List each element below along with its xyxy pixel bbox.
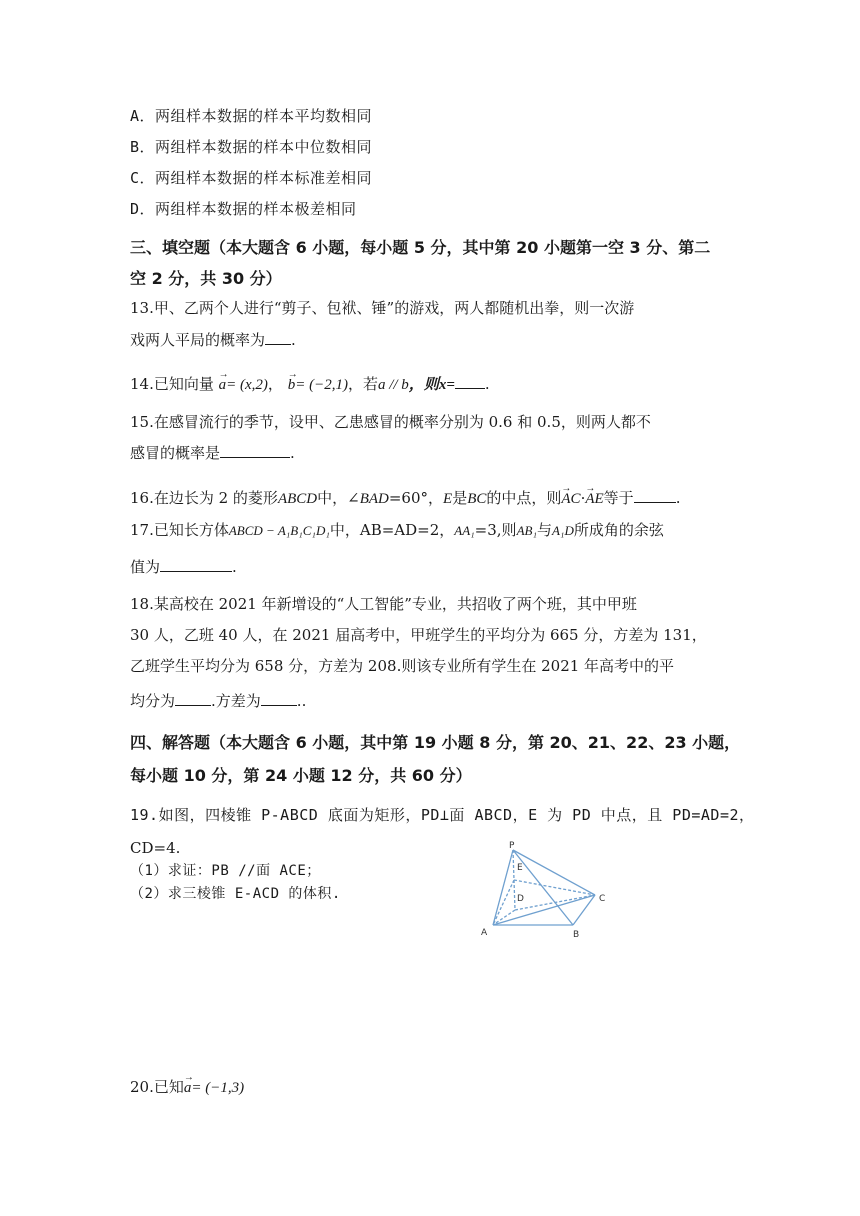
q14-if: ，若 bbox=[347, 375, 378, 393]
line-ab1: AB₁ bbox=[516, 523, 537, 538]
option-a: A．两组样本数据的样本平均数相同 bbox=[130, 107, 373, 125]
cuboid-name: ABCD − A₁B₁C₁D₁ bbox=[228, 523, 330, 538]
q15-line2: 感冒的概率是 . bbox=[130, 444, 295, 462]
q14-end: . bbox=[484, 375, 490, 393]
label-a: A bbox=[481, 928, 488, 938]
q20-prefix: 20.已知 bbox=[130, 1078, 184, 1096]
answer-blank bbox=[455, 374, 485, 389]
pyramid-figure bbox=[475, 838, 615, 943]
q16-eq: 等于 bbox=[603, 489, 634, 507]
answer-blank bbox=[220, 443, 290, 458]
vector-ae: → AE bbox=[585, 489, 603, 509]
q16-line: 16.在边长为 2 的菱形ABCD中，∠BAD=60°，E是BC的中点，则→ AC·→ AE等于 . bbox=[130, 488, 680, 509]
q15-text: 感冒的概率是 bbox=[130, 444, 221, 462]
label-b: B bbox=[573, 930, 580, 940]
q18-line3: 乙班学生平均分为 658 分，方差为 208.则该专业所有学生在 2021 年高考中的平 bbox=[130, 657, 675, 675]
q15-line1: 15.在感冒流行的季节，设甲、乙患感冒的概率分别为 0.6 和 0.5，则两人都不 bbox=[130, 413, 651, 431]
edge-aa1: AA₁ bbox=[454, 523, 475, 538]
q19-part2: （2）求三棱锥 E-ACD 的体积. bbox=[130, 886, 341, 902]
q19-line1: 19.如图，四棱锥 P-ABCD 底面为矩形，PD⊥面 ABCD，E 为 PD 中点，且 PD=AD=2， bbox=[130, 806, 755, 824]
segment-bc: BC bbox=[467, 491, 487, 507]
line-a1d: A₁D bbox=[551, 523, 574, 538]
vector-b: → b bbox=[288, 375, 296, 395]
separator: ， bbox=[267, 375, 283, 393]
q14-line bbox=[130, 374, 490, 395]
option-c: C．两组样本数据的样本标准差相同 bbox=[130, 169, 373, 187]
q18-line2: 30 人，乙班 40 人，在 2021 届高考中，甲班学生的平均分为 665 分，方差为 131， bbox=[130, 626, 707, 644]
q13-line2: 戏两人平局的概率为 . bbox=[130, 331, 296, 349]
edge-bc bbox=[573, 895, 595, 925]
q16-text: 中，∠ bbox=[317, 489, 360, 507]
vector-ac: → AC bbox=[561, 489, 580, 509]
label-p: P bbox=[509, 841, 515, 851]
diagonal-ac bbox=[493, 895, 595, 925]
q17-tail: 所成角的余弦 bbox=[573, 521, 664, 539]
label-d: D bbox=[517, 894, 524, 904]
q19-part1: （1）求证：PB //面 ACE； bbox=[130, 863, 321, 879]
label-e: E bbox=[517, 863, 523, 873]
q18-mean-label: 均分为 bbox=[130, 692, 176, 710]
label-c: C bbox=[599, 894, 606, 904]
vector-a-value: = (x,2) bbox=[226, 377, 268, 393]
section4-heading-line2: 每小题 10 分，第 24 小题 12 分，共 60 分） bbox=[130, 766, 472, 785]
q17-text2: 值为 bbox=[130, 558, 161, 576]
q18-line1: 18.某高校在 2021 年新增设的“人工智能”专业，共招收了两个班，其中甲班 bbox=[130, 595, 637, 613]
vector-a-value: = (−1,3) bbox=[191, 1080, 245, 1096]
q20-line bbox=[130, 1077, 244, 1098]
answer-blank bbox=[634, 488, 676, 503]
q17-line2: 值为 . bbox=[130, 558, 237, 576]
q17-text: 中，AB=AD=2， bbox=[329, 521, 455, 539]
option-d: D．两组样本数据的样本极差相同 bbox=[130, 200, 357, 218]
q17-prefix: 17.已知长方体 bbox=[130, 521, 229, 539]
q18-variance-label: .方差为 bbox=[211, 692, 261, 710]
answer-blank bbox=[175, 691, 211, 706]
q14-prefix: 14.已知向量 bbox=[130, 375, 214, 393]
vector-b-value: = (−2,1) bbox=[295, 377, 348, 393]
q14-then: ，则x= bbox=[408, 377, 455, 393]
section3-heading-line2: 空 2 分，共 30 分） bbox=[130, 269, 282, 288]
rhombus-name: ABCD bbox=[277, 491, 318, 507]
edge-dc bbox=[515, 895, 595, 910]
q13-line1: 13.甲、乙两个人进行“剪子、包袱、锤”的游戏，两人都随机出拳，则一次游 bbox=[130, 299, 635, 317]
q16-is: 是 bbox=[452, 489, 468, 507]
segment-ec bbox=[514, 880, 595, 895]
point-e: E bbox=[443, 491, 453, 507]
q18-line4 bbox=[130, 691, 306, 711]
option-b: B．两组样本数据的样本中位数相同 bbox=[130, 138, 373, 156]
vector-a: → a bbox=[219, 375, 227, 395]
q18-end: .. bbox=[296, 692, 307, 710]
section4-heading-line1: 四、解答题（本大题含 6 小题，其中第 19 小题 8 分，第 20、21、22、23 小题， bbox=[130, 733, 741, 752]
edge-pb bbox=[513, 850, 573, 925]
q17-line1 bbox=[130, 520, 664, 541]
answer-blank bbox=[160, 557, 232, 572]
answer-blank bbox=[265, 330, 291, 345]
edge-pc bbox=[513, 850, 595, 895]
parallel-condition: a // b bbox=[377, 377, 409, 393]
q19-line2: CD=4. bbox=[130, 839, 181, 857]
vector-a: → a bbox=[184, 1078, 192, 1098]
dot-product: · bbox=[580, 489, 586, 507]
q16-prefix: 16.在边长为 2 的菱形 bbox=[130, 489, 278, 507]
q17-value: =3,则 bbox=[474, 521, 517, 539]
section3-heading-line1: 三、填空题（本大题含 6 小题，每小题 5 分，其中第 20 小题第一空 3 分、第二 bbox=[130, 238, 711, 257]
q17-with: 与 bbox=[536, 521, 552, 539]
angle-name: BAD bbox=[359, 491, 389, 507]
answer-blank bbox=[261, 691, 297, 706]
angle-value: =60°， bbox=[388, 489, 444, 507]
q16-text2: 的中点，则 bbox=[486, 489, 562, 507]
q13-text: 戏两人平局的概率为 bbox=[130, 331, 266, 349]
